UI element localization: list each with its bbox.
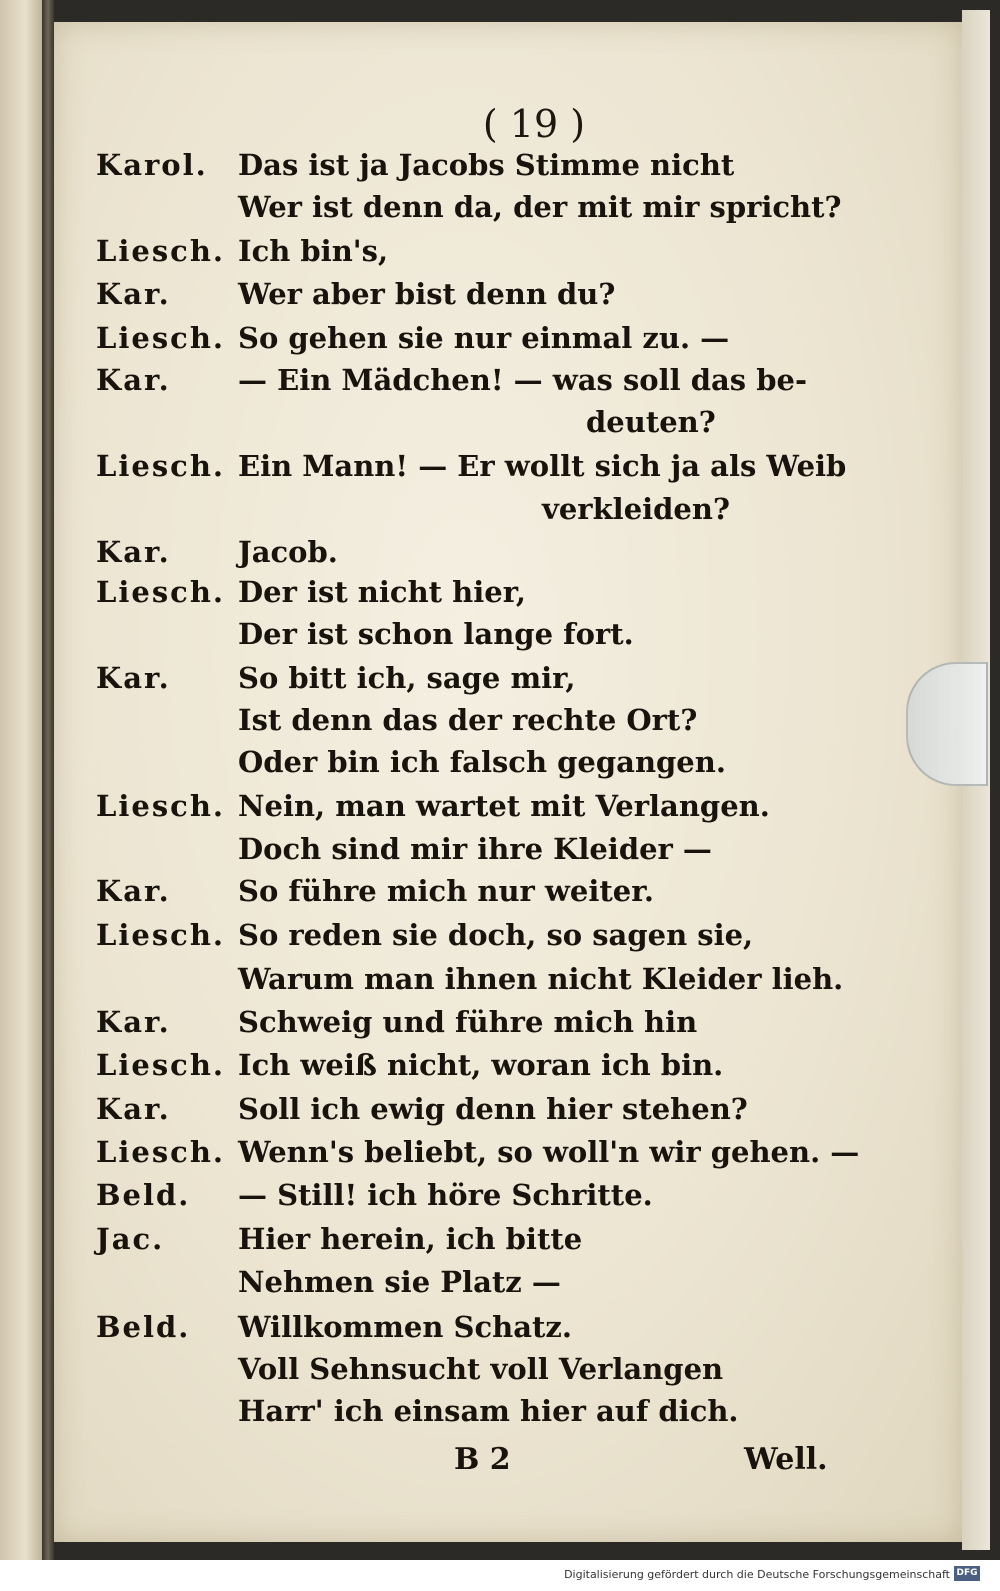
line-text: Der ist nicht hier,	[238, 575, 526, 609]
dialogue-line	[96, 661, 856, 705]
dialogue-line	[96, 449, 856, 493]
speaker-name: Liesch.	[96, 575, 226, 609]
line-text: Nein, man wartet mit Verlangen.	[238, 789, 770, 823]
speaker-name: Liesch.	[96, 918, 226, 952]
speaker-name: Liesch.	[96, 321, 226, 355]
speaker-name: Liesch.	[96, 234, 226, 268]
line-text: Warum man ihnen nicht Kleider lieh.	[238, 962, 844, 996]
line-text: Nehmen sie Platz —	[238, 1265, 561, 1299]
speaker-name: Liesch.	[96, 1135, 226, 1169]
dialogue-line	[96, 1048, 856, 1092]
book-page	[54, 22, 962, 1542]
catchword: Well.	[744, 1442, 828, 1477]
book-gutter	[42, 0, 54, 1560]
line-text: So gehen sie nur einmal zu. —	[238, 321, 730, 355]
speaker-name: Kar.	[96, 535, 171, 569]
dialogue-line	[96, 405, 856, 449]
line-text: — Still! ich höre Schritte.	[238, 1178, 653, 1212]
speaker-name: Kar.	[96, 363, 171, 397]
dialogue-line	[96, 575, 856, 619]
line-text: Das ist ja Jacobs Stimme nicht	[238, 148, 735, 182]
speaker-name: Kar.	[96, 661, 171, 695]
line-text: — Ein Mädchen! — was soll das be-	[238, 363, 807, 397]
speaker-name: Kar.	[96, 1092, 171, 1126]
speaker-name: Liesch.	[96, 789, 226, 823]
line-text: Willkommen Schatz.	[238, 1310, 572, 1344]
dialogue-line	[96, 321, 856, 365]
line-text: Harr' ich einsam hier auf dich.	[238, 1394, 739, 1428]
dialogue-line	[96, 1352, 856, 1396]
dialogue-line	[96, 1222, 856, 1266]
line-text: So führe mich nur weiter.	[238, 874, 654, 908]
line-text: Ich bin's,	[238, 234, 389, 268]
line-text: So reden sie doch, so sagen sie,	[238, 918, 754, 952]
line-text: deuten?	[586, 405, 716, 439]
dialogue-line	[96, 363, 856, 407]
dialogue-line	[96, 962, 856, 1006]
dialogue-line	[96, 1310, 856, 1354]
page-number: ( 19 )	[482, 102, 586, 146]
dialogue-line	[96, 789, 856, 833]
dialogue-line	[96, 918, 856, 962]
line-text: Voll Sehnsucht voll Verlangen	[238, 1352, 724, 1386]
dialogue-line	[96, 617, 856, 661]
dialogue-line	[96, 703, 856, 747]
speaker-name: Liesch.	[96, 1048, 226, 1082]
line-text: So bitt ich, sage mir,	[238, 661, 576, 695]
line-text: Doch sind mir ihre Kleider —	[238, 832, 712, 866]
line-text: Hier herein, ich bitte	[238, 1222, 583, 1256]
dialogue-line	[96, 874, 856, 918]
line-text: Ist denn das der rechte Ort?	[238, 703, 698, 737]
footer-credit: Digitalisierung gefördert durch die Deutsche Forschungsgemeinschaft	[564, 1568, 950, 1581]
speaker-name: Beld.	[96, 1178, 191, 1212]
dialogue-line	[96, 1135, 860, 1179]
dialogue-line	[96, 1005, 856, 1049]
line-text: Wer ist denn da, der mit mir spricht?	[238, 190, 842, 224]
signature-mark: B 2	[454, 1442, 511, 1477]
dialogue-line	[96, 1092, 856, 1136]
line-text: Soll ich ewig denn hier stehen?	[238, 1092, 748, 1126]
dialogue-line	[96, 234, 856, 278]
line-text: verkleiden?	[542, 492, 730, 526]
line-text: Der ist schon lange fort.	[238, 617, 634, 651]
speaker-name: Kar.	[96, 277, 171, 311]
dialogue-line	[96, 148, 856, 192]
line-text: Ein Mann! — Er wollt sich ja als Weib	[238, 449, 847, 483]
speaker-name: Liesch.	[96, 449, 226, 483]
line-text: Oder bin ich falsch gegangen.	[238, 745, 726, 779]
line-text: Wenn's beliebt, so woll'n wir gehen. —	[238, 1135, 860, 1169]
dialogue-line	[96, 1178, 856, 1222]
dialogue-line	[96, 190, 856, 234]
dialogue-line	[96, 1394, 856, 1438]
speaker-name: Karol.	[96, 148, 208, 182]
dialogue-line	[96, 535, 856, 579]
dialogue-line	[96, 1265, 856, 1309]
dialogue-line	[96, 745, 856, 789]
line-text: Schweig und führe mich hin	[238, 1005, 698, 1039]
speaker-name: Kar.	[96, 1005, 171, 1039]
speaker-name: Jac.	[96, 1222, 165, 1256]
line-text: Wer aber bist denn du?	[238, 277, 616, 311]
line-text: Ich weiß nicht, woran ich bin.	[238, 1048, 724, 1082]
speaker-name: Beld.	[96, 1310, 191, 1344]
dialogue-line	[96, 492, 856, 536]
glass-clip	[906, 662, 988, 786]
speaker-name: Kar.	[96, 874, 171, 908]
dfg-logo-icon: DFG	[954, 1566, 980, 1581]
line-text: Jacob.	[238, 535, 338, 569]
footer-bar	[0, 1560, 1000, 1591]
left-page-edge	[0, 0, 42, 1560]
dialogue-line	[96, 277, 856, 321]
dialogue-line	[96, 832, 856, 876]
